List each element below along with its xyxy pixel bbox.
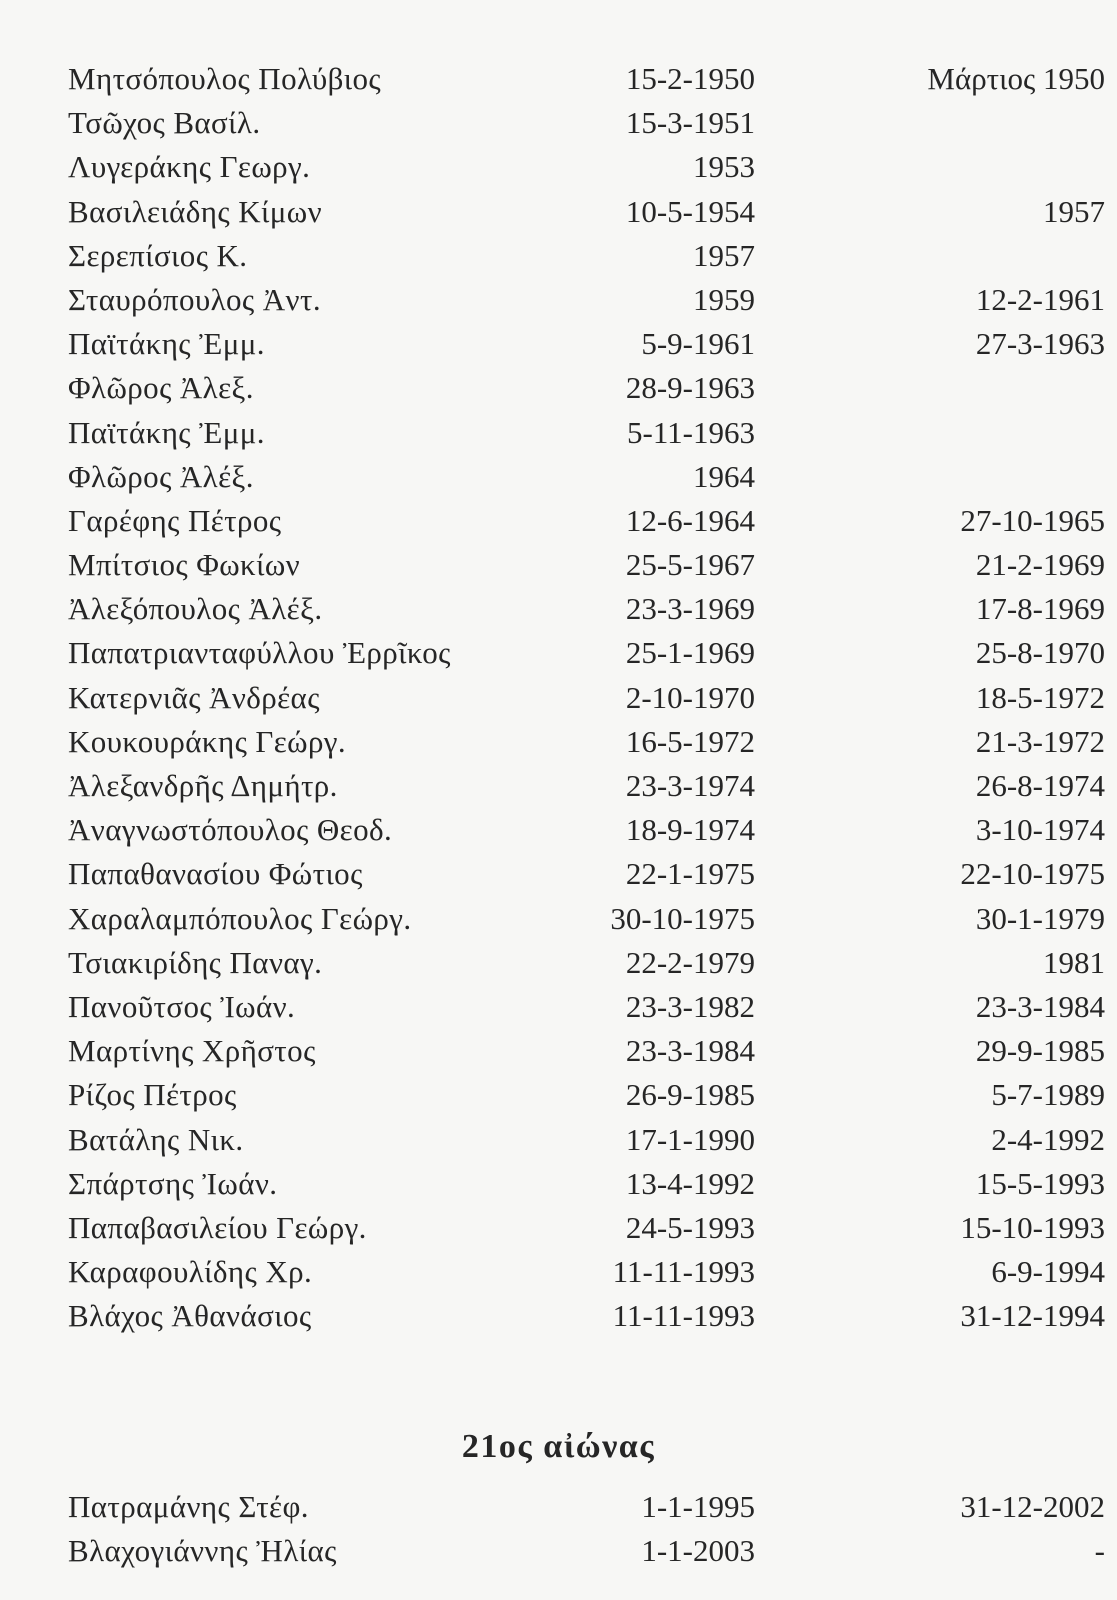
end-date-cell: 23-3-1984: [975, 988, 1105, 1024]
start-date-cell: 25-1-1969: [625, 635, 755, 671]
start-date-cell: 1964: [693, 458, 755, 494]
name-cell: Βατάλης Νικ.: [68, 1121, 244, 1157]
start-date-cell: 18-9-1974: [625, 812, 755, 848]
end-date-cell: 12-2-1961: [975, 281, 1105, 317]
start-date-cell: 11-11-1993: [612, 1298, 755, 1334]
name-cell: Ἀλεξόπουλος Ἀλέξ.: [68, 591, 323, 627]
list-row: [68, 897, 1105, 941]
name-cell: Λυγεράκης Γεωργ.: [68, 149, 311, 185]
end-date-cell: 1957: [1043, 193, 1105, 229]
start-date-cell: 15-2-1950: [625, 61, 755, 96]
officials-list-21st-century: [68, 1485, 1105, 1573]
end-date-cell: Μάρτιος 1950: [927, 61, 1105, 96]
list-row: [68, 1485, 1105, 1529]
start-date-cell: 13-4-1992: [625, 1165, 755, 1201]
name-cell: Βλαχογιάννης Ἠλίας: [68, 1533, 337, 1569]
end-date-cell: -: [1094, 1533, 1105, 1569]
name-cell: Φλῶρος Ἀλεξ.: [68, 370, 254, 406]
name-cell: Φλῶρος Ἀλέξ.: [68, 458, 254, 494]
start-date-cell: 15-3-1951: [625, 105, 755, 141]
name-cell: Τσῶχος Βασίλ.: [68, 105, 261, 141]
list-row: [68, 234, 1038, 278]
end-date-cell: 21-3-1972: [975, 723, 1105, 759]
list-row: [68, 101, 1038, 145]
name-cell: Παπαβασιλείου Γεώργ.: [68, 1209, 367, 1245]
name-cell: Χαραλαμπόπουλος Γεώργ.: [68, 900, 412, 936]
list-row: [68, 455, 1038, 499]
list-row: [68, 278, 1105, 322]
start-date-cell: 10-5-1954: [625, 193, 755, 229]
start-date-cell: 16-5-1972: [625, 723, 755, 759]
name-cell: Πανοῦτσος Ἰωάν.: [68, 988, 296, 1024]
start-date-cell: 1-1-1995: [641, 1489, 755, 1524]
end-date-cell: 21-2-1969: [975, 547, 1105, 583]
name-cell: Καραφουλίδης Χρ.: [68, 1254, 313, 1290]
start-date-cell: 24-5-1993: [625, 1209, 755, 1245]
name-cell: Βλάχος Ἀθανάσιος: [68, 1298, 312, 1334]
end-date-cell: 27-10-1965: [960, 502, 1105, 538]
list-row: [68, 1029, 1105, 1073]
name-cell: Τσιακιρίδης Παναγ.: [68, 944, 323, 980]
name-cell: Σερεπίσιος Κ.: [68, 237, 248, 273]
start-date-cell: 2-10-1970: [625, 679, 755, 715]
name-cell: Παπαθανασίου Φώτιος: [68, 856, 363, 892]
name-cell: Ἀναγνωστόπουλος Θεοδ.: [68, 812, 393, 848]
name-cell: Σταυρόπουλος Ἀντ.: [68, 281, 321, 317]
end-date-cell: 3-10-1974: [975, 812, 1105, 848]
end-date-cell: 6-9-1994: [991, 1254, 1105, 1290]
list-row: [68, 57, 1105, 101]
start-date-cell: 11-11-1993: [612, 1254, 755, 1290]
name-cell: Παϊτάκης Ἐμμ.: [68, 326, 265, 362]
list-row: [68, 1118, 1105, 1162]
name-cell: Παϊτάκης Ἐμμ.: [68, 414, 265, 450]
start-date-cell: 28-9-1963: [625, 370, 755, 406]
start-date-cell: 1953: [693, 149, 755, 185]
end-date-cell: 17-8-1969: [975, 591, 1105, 627]
name-cell: Κουκουράκης Γεώργ.: [68, 723, 347, 759]
end-date-cell: 15-5-1993: [975, 1165, 1105, 1201]
list-row: [68, 1294, 1105, 1338]
name-cell: Ἀλεξανδρῆς Δημήτρ.: [68, 768, 338, 803]
list-row: [68, 1250, 1105, 1294]
list-row: [68, 676, 1105, 720]
end-date-cell: 26-8-1974: [975, 768, 1105, 803]
start-date-cell: 25-5-1967: [625, 547, 755, 583]
end-date-cell: 18-5-1972: [975, 679, 1105, 715]
list-row: [68, 145, 1038, 189]
list-row: [68, 499, 1105, 543]
end-date-cell: 25-8-1970: [975, 635, 1105, 671]
start-date-cell: 30-10-1975: [610, 900, 755, 936]
start-date-cell: 5-11-1963: [627, 414, 755, 450]
end-date-cell: 22-10-1975: [960, 856, 1105, 892]
name-cell: Παπατριανταφύλλου Ἐρρῖκος: [68, 635, 451, 671]
name-cell: Ρίζος Πέτρος: [68, 1077, 237, 1113]
start-date-cell: 23-3-1969: [625, 591, 755, 627]
start-date-cell: 26-9-1985: [625, 1077, 755, 1113]
end-date-cell: 31-12-2002: [960, 1489, 1105, 1524]
end-date-cell: 15-10-1993: [960, 1209, 1105, 1245]
list-row: [68, 720, 1105, 764]
start-date-cell: 23-3-1984: [625, 1033, 755, 1069]
list-row: [68, 322, 1105, 366]
list-row: [68, 808, 1105, 852]
start-date-cell: 12-6-1964: [625, 502, 755, 538]
list-row: [68, 411, 1038, 455]
name-cell: Κατερνιᾶς Ἀνδρέας: [68, 679, 320, 715]
list-row: [68, 852, 1105, 896]
start-date-cell: 1-1-2003: [641, 1533, 755, 1569]
start-date-cell: 22-1-1975: [625, 856, 755, 892]
officials-list: [68, 57, 1105, 1338]
end-date-cell: 31-12-1994: [960, 1298, 1105, 1334]
list-row: [68, 985, 1105, 1029]
name-cell: Γαρέφης Πέτρος: [68, 502, 282, 538]
start-date-cell: 1957: [693, 237, 755, 273]
list-row: [68, 1529, 1105, 1573]
list-row: [68, 1206, 1105, 1250]
list-row: [68, 764, 1105, 808]
start-date-cell: 22-2-1979: [625, 944, 755, 980]
start-date-cell: 23-3-1982: [625, 988, 755, 1024]
start-date-cell: 1959: [693, 281, 755, 317]
name-cell: Βασιλειάδης Κίμων: [68, 193, 323, 229]
name-cell: Μπίτσιος Φωκίων: [68, 547, 301, 583]
section-heading: 21ος αἰώνας: [461, 1428, 656, 1465]
list-row: [68, 941, 1105, 985]
start-date-cell: 17-1-1990: [625, 1121, 755, 1157]
list-row: [68, 366, 1038, 410]
list-row: [68, 631, 1105, 675]
end-date-cell: 2-4-1992: [991, 1121, 1105, 1157]
name-cell: Μητσόπουλος Πολύβιος: [68, 61, 382, 96]
end-date-cell: 5-7-1989: [991, 1077, 1105, 1113]
list-row: [68, 543, 1105, 587]
start-date-cell: 5-9-1961: [641, 326, 755, 362]
start-date-cell: 23-3-1974: [625, 768, 755, 803]
list-row: [68, 1073, 1105, 1117]
list-row: [68, 190, 1105, 234]
list-row: [68, 587, 1105, 631]
name-cell: Σπάρτσης Ἰωάν.: [68, 1165, 278, 1201]
name-cell: Μαρτίνης Χρῆστος: [68, 1033, 316, 1069]
name-cell: Πατραμάνης Στέφ.: [68, 1489, 309, 1524]
end-date-cell: 29-9-1985: [975, 1033, 1105, 1069]
end-date-cell: 30-1-1979: [975, 900, 1105, 936]
list-row: [68, 1162, 1105, 1206]
end-date-cell: 27-3-1963: [975, 326, 1105, 362]
end-date-cell: 1981: [1043, 944, 1105, 980]
